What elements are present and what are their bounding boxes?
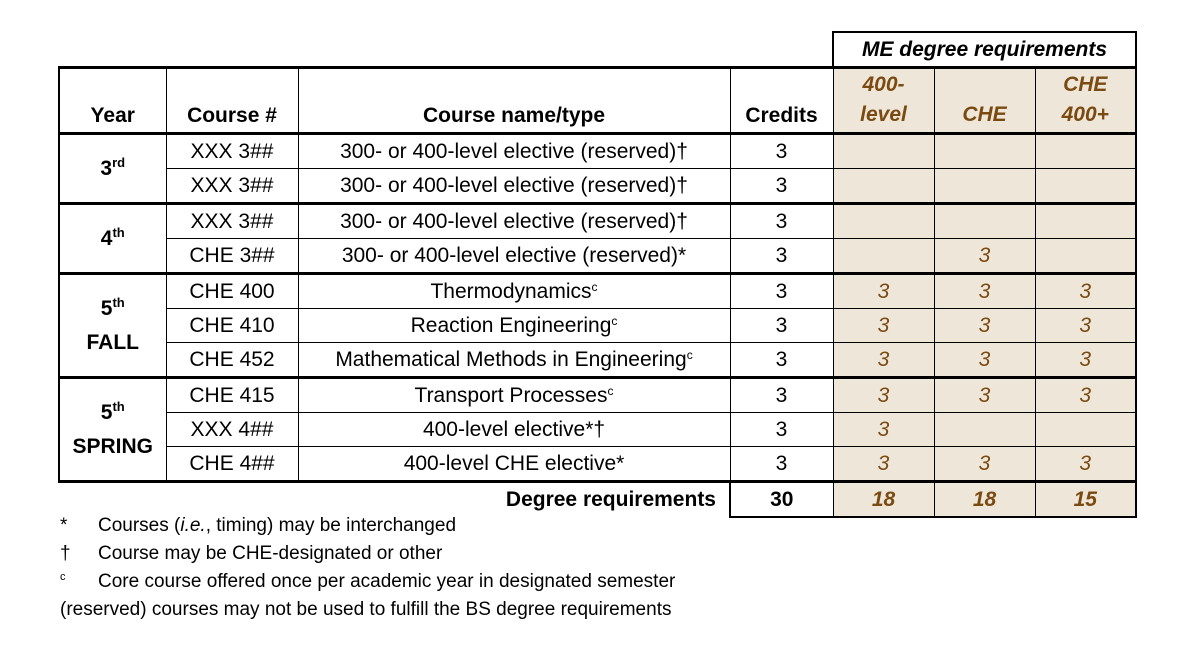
course-name-header: Course name/type <box>298 68 730 134</box>
footnote-reserved: (reserved) courses may not be used to fulfill the BS degree requirements <box>60 599 672 620</box>
credit-che-400 <box>1035 204 1136 239</box>
credit-400-level: 3 <box>833 447 934 482</box>
credits-value: 3 <box>730 447 833 482</box>
credit-che-400 <box>1035 169 1136 204</box>
credit-che-400: 3 <box>1035 447 1136 482</box>
credit-400-level <box>833 204 934 239</box>
course-number: CHE 415 <box>166 378 298 413</box>
course-name: Mathematical Methods in Engineering$^c$ <box>298 343 730 378</box>
table-row <box>59 309 1136 343</box>
total-che: 18 <box>934 482 1035 518</box>
credit-che <box>934 413 1035 447</box>
credit-che: 3 <box>934 447 1035 482</box>
credit-che-400: 3 <box>1035 343 1136 378</box>
che-400-header: CHE 400+ <box>1035 68 1136 134</box>
table-row <box>59 134 1136 169</box>
course-number: CHE 410 <box>166 309 298 343</box>
table-row <box>59 413 1136 447</box>
credits-value: 3 <box>730 378 833 413</box>
credit-400-level <box>833 239 934 274</box>
credit-che-400 <box>1035 413 1136 447</box>
credit-che <box>934 134 1035 169</box>
table-row <box>59 343 1136 378</box>
me-requirements-header: ME degree requirements <box>833 32 1136 68</box>
course-name: 400-level elective*† <box>298 413 730 447</box>
course-number: XXX 3## <box>166 134 298 169</box>
credit-400-level <box>833 169 934 204</box>
footnote-core: c Core course offered once per academic year in designated semester <box>60 571 676 592</box>
credits-value: 3 <box>730 169 833 204</box>
course-name: 300- or 400-level elective (reserved)† <box>298 169 730 204</box>
column-header-row <box>59 68 1136 134</box>
credit-400-level: 3 <box>833 343 934 378</box>
course-number: XXX 4## <box>166 413 298 447</box>
credit-che: 3 <box>934 274 1035 309</box>
table-row <box>59 447 1136 482</box>
course-name: 400-level CHE elective* <box>298 447 730 482</box>
course-number: CHE 3## <box>166 239 298 274</box>
course-number-header: Course # <box>166 68 298 134</box>
credits-value: 3 <box>730 274 833 309</box>
table-row <box>59 204 1136 239</box>
credit-che <box>934 204 1035 239</box>
credit-che: 3 <box>934 309 1035 343</box>
year-cell: 5th FALL <box>59 274 166 378</box>
course-number: CHE 4## <box>166 447 298 482</box>
credits-value: 3 <box>730 343 833 378</box>
table-row <box>59 274 1136 309</box>
total-credits: 30 <box>730 482 833 518</box>
year-cell: 3rd <box>59 134 166 204</box>
credit-che: 3 <box>934 378 1035 413</box>
credit-400-level: 3 <box>833 274 934 309</box>
credit-400-level <box>833 134 934 169</box>
degree-requirements-table <box>58 31 1137 518</box>
total-c400: 18 <box>833 482 934 518</box>
credits-value: 3 <box>730 204 833 239</box>
che-header: CHE <box>934 68 1035 134</box>
course-name: Transport Processes$^c$ <box>298 378 730 413</box>
table-row <box>59 239 1136 274</box>
credits-value: 3 <box>730 239 833 274</box>
400-level-header: 400- level <box>833 68 934 134</box>
credits-value: 3 <box>730 309 833 343</box>
course-number: XXX 3## <box>166 169 298 204</box>
table-row <box>59 169 1136 204</box>
table-row <box>59 378 1136 413</box>
footnote-asterisk: * Courses (i.e., timing) may be interchanged <box>60 515 457 536</box>
credit-che-400 <box>1035 239 1136 274</box>
footnote-dagger: † Course may be CHE-designated or other <box>60 543 443 564</box>
credit-che-400 <box>1035 134 1136 169</box>
credits-value: 3 <box>730 413 833 447</box>
credit-400-level: 3 <box>833 378 934 413</box>
course-name: Thermodynamics$^c$ <box>298 274 730 309</box>
credit-che-400: 3 <box>1035 309 1136 343</box>
course-name: 300- or 400-level elective (reserved)* <box>298 239 730 274</box>
course-name: Reaction Engineering$^c$ <box>298 309 730 343</box>
totals-label: Degree requirements <box>59 482 730 518</box>
course-name: 300- or 400-level elective (reserved)† <box>298 204 730 239</box>
credit-che-400: 3 <box>1035 378 1136 413</box>
credits-header: Credits <box>730 68 833 134</box>
footnotes <box>60 512 675 624</box>
course-number: CHE 400 <box>166 274 298 309</box>
course-number: XXX 3## <box>166 204 298 239</box>
credit-che: 3 <box>934 239 1035 274</box>
course-number: CHE 452 <box>166 343 298 378</box>
year-cell: 5th SPRING <box>59 378 166 482</box>
year-header: Year <box>59 68 166 134</box>
credit-400-level: 3 <box>833 413 934 447</box>
credit-che: 3 <box>934 343 1035 378</box>
credit-che <box>934 169 1035 204</box>
total-che400: 15 <box>1035 482 1136 518</box>
credit-400-level: 3 <box>833 309 934 343</box>
course-name: 300- or 400-level elective (reserved)† <box>298 134 730 169</box>
year-cell: 4th <box>59 204 166 274</box>
credit-che-400: 3 <box>1035 274 1136 309</box>
credits-value: 3 <box>730 134 833 169</box>
